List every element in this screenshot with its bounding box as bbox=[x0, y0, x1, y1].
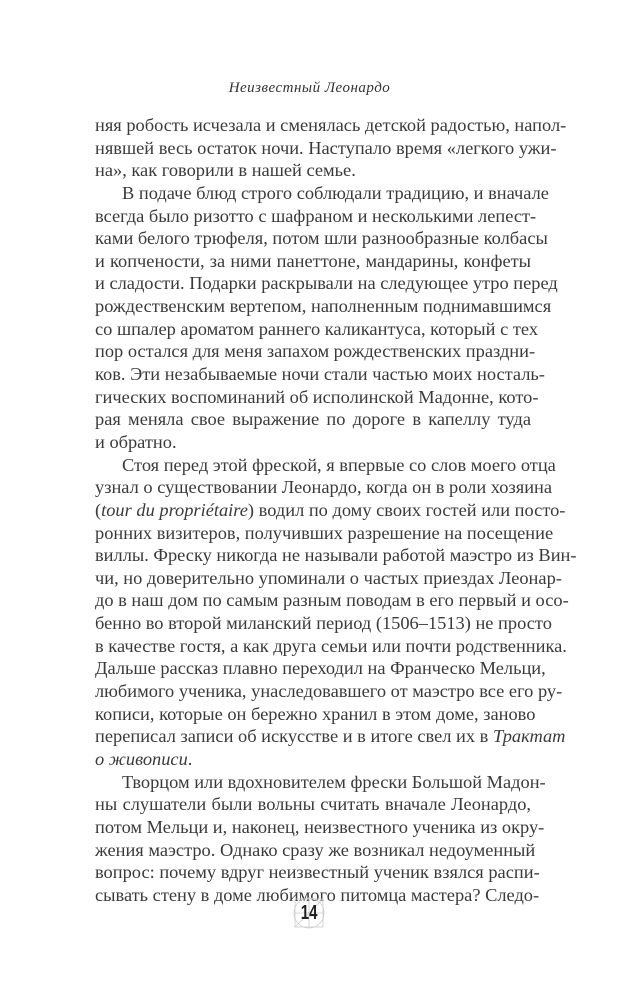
text-line bbox=[95, 386, 539, 409]
text-segment: ны слушатели были вольны считать вначале Леонардо, bbox=[95, 794, 531, 815]
text-segment: жения маэстро. Однако сразу же возникал недоуменный bbox=[95, 839, 536, 860]
body-text bbox=[95, 114, 577, 906]
text-line bbox=[95, 454, 556, 477]
text-segment: рождественским вертепом, наполненным поднимавшимся bbox=[95, 296, 552, 317]
text-line bbox=[95, 272, 558, 295]
text-line bbox=[95, 748, 531, 771]
text-segment: переписал записи об искусстве и в итоге свел их в bbox=[95, 726, 493, 747]
italic-segment: Трактат bbox=[492, 726, 566, 747]
text-line bbox=[95, 205, 537, 228]
text-line bbox=[95, 567, 562, 590]
text-segment: нявшей весь остаток ночи. Наступало время «легкого ужи- bbox=[95, 137, 557, 158]
text-segment: узнал о существовании Леонардо, когда он в роли хозяина bbox=[95, 477, 553, 498]
text-segment: бенно во второй миланский период (1506–1513) не просто bbox=[95, 613, 552, 634]
italic-segment: о живописи bbox=[95, 748, 188, 769]
text-segment: рая меняла свое выражение по дороге в капеллу туда bbox=[95, 409, 531, 430]
text-line bbox=[95, 544, 577, 567]
text-segment: со шпалер ароматом раннего каликантуса, который с тех bbox=[95, 318, 539, 339]
text-line bbox=[95, 340, 536, 363]
text-line bbox=[95, 137, 557, 160]
text-line bbox=[95, 703, 536, 726]
text-line bbox=[95, 725, 566, 748]
text-line bbox=[95, 589, 569, 612]
text-line bbox=[95, 839, 536, 862]
text-segment: кописи, которые он бережно хранил в этом доме, заново bbox=[95, 703, 536, 724]
text-segment: В подаче блюд строго соблюдали традицию, и вначале bbox=[122, 182, 549, 203]
text-segment: ронних визитеров, получивших разрешение на посещение bbox=[95, 522, 554, 543]
text-segment: и копчености, за ними панеттоне, мандарины, конфеты bbox=[95, 250, 531, 271]
text-segment: любимого ученика, унаследовавшего от маэстро все его ру- bbox=[95, 681, 563, 702]
text-line bbox=[95, 635, 567, 658]
text-line bbox=[95, 363, 545, 386]
text-segment: Дальше рассказ плавно переходил на Франческо Мельци, bbox=[95, 658, 546, 679]
text-segment: и обратно. bbox=[95, 431, 177, 452]
text-line bbox=[95, 499, 566, 522]
text-line bbox=[95, 114, 567, 137]
text-segment: до в наш дом по самым разным поводам в его первый и осо- bbox=[95, 590, 569, 611]
text-segment: гических воспоминаний об исполинской Мадонне, кото- bbox=[95, 386, 539, 407]
text-segment: пор остался для меня запахом рождественских праздни- bbox=[95, 341, 536, 362]
text-line bbox=[95, 408, 531, 431]
text-segment: потом Мельци и, наконец, неизвестного ученика из окру- bbox=[95, 816, 545, 837]
text-segment: и сладости. Подарки раскрывали на следующее утро перед bbox=[95, 273, 558, 294]
text-segment: ков. Эти незабываемые ночи стали частью моих носталь- bbox=[95, 364, 545, 385]
text-line bbox=[95, 680, 563, 703]
text-line bbox=[95, 159, 531, 182]
text-segment: на», как говорили в нашей семье. bbox=[95, 160, 356, 181]
text-segment: всегда было ризотто с шафраном и несколькими лепест- bbox=[95, 205, 537, 226]
text-line bbox=[95, 227, 548, 250]
text-segment: чи, но доверительно упоминали о частых приездах Леонар- bbox=[95, 567, 562, 588]
text-line bbox=[95, 476, 553, 499]
text-segment: Творцом или вдохновителем фрески Большой Мадон- bbox=[122, 771, 546, 792]
text-line bbox=[95, 295, 552, 318]
text-segment: в качестве гостя, а как друга семьи или почти родственника. bbox=[95, 635, 567, 656]
text-line bbox=[95, 318, 539, 341]
text-segment: ками белого трюфеля, потом шли разнообразные колбасы bbox=[95, 228, 548, 249]
italic-segment: tour du propriétaire bbox=[101, 499, 248, 520]
text-line bbox=[95, 431, 531, 454]
text-segment: вопрос: почему вдруг неизвестный ученик взялся распи- bbox=[95, 862, 540, 883]
text-line bbox=[95, 861, 540, 884]
running-header: Неизвестный Леонардо bbox=[228, 80, 391, 96]
page-number: 14 bbox=[300, 902, 318, 924]
text-segment: няя робость исчезала и сменялась детской радостью, напол- bbox=[95, 115, 567, 135]
text-line bbox=[95, 522, 554, 545]
text-segment: виллы. Фреску никогда не называли работой маэстро из Вин- bbox=[95, 545, 577, 566]
text-line bbox=[95, 250, 531, 273]
page-number-badge bbox=[290, 894, 328, 932]
text-segment: ( bbox=[95, 499, 102, 520]
text-segment: сывать стену в доме любимого питомца мастера? Следо- bbox=[95, 884, 540, 905]
text-line bbox=[95, 612, 552, 635]
text-segment: . bbox=[187, 748, 193, 769]
text-line bbox=[95, 771, 546, 794]
text-segment: ) водил по дому своих гостей или посто- bbox=[247, 499, 566, 520]
text-segment: Стоя перед этой фреской, я впервые со слов моего отца bbox=[122, 454, 556, 475]
text-line bbox=[95, 657, 546, 680]
text-line bbox=[95, 182, 549, 205]
text-line bbox=[95, 793, 531, 816]
text-line bbox=[95, 816, 545, 839]
